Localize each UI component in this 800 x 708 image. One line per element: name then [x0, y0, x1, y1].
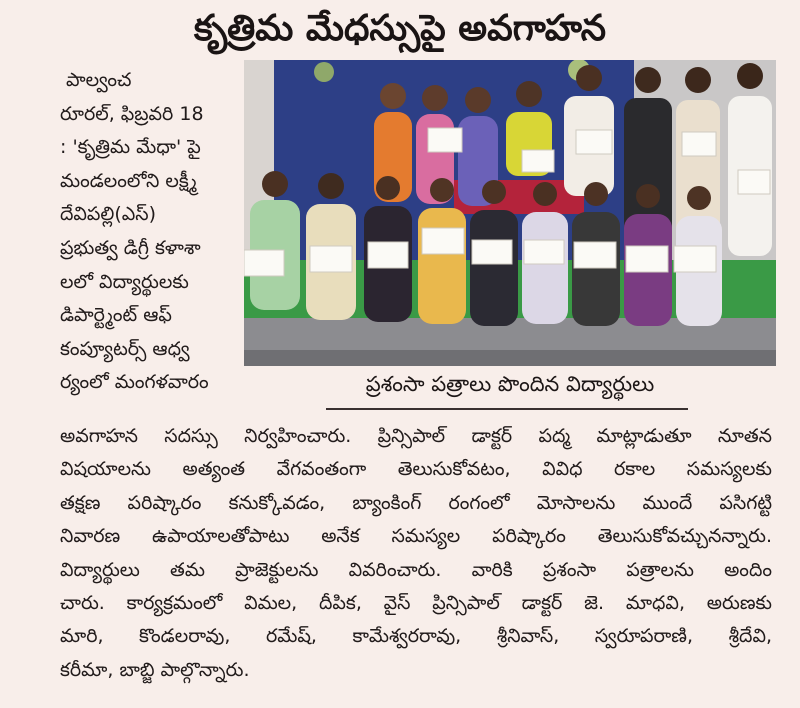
body-line: విషయాలను అత్యంత వేగవంతంగా తెలుసుకోవటం, వివిధ రకాల సమస్యలకు — [60, 458, 772, 481]
intro-line: డిపార్ట్మెంట్ ఆఫ్ — [60, 304, 172, 327]
intro-line: ర్యంలో మంగళవారం — [60, 371, 209, 394]
article-body — [60, 420, 772, 687]
body-line: విద్యార్థులు తమ ప్రాజెక్టులను వివరించారు. వారికి ప్రశంసా పత్రాలను అందిం — [60, 558, 772, 581]
body-line: అవగాహన సదస్సు నిర్వహించారు. ప్రిన్సిపాల్ డాక్టర్ పద్మ మాట్లాడుతూ నూతన — [60, 425, 772, 447]
intro-line: దేవిపల్లి(ఎస్) — [60, 203, 157, 226]
intro-line: పాల్వంచ — [66, 69, 132, 91]
body-line: తక్షణ పరిష్కారం కనుక్కోవడం, బ్యాంకింగ్ రంగంలో మోసాలను ముందే పసిగట్టి — [60, 491, 772, 514]
photo-caption: ప్రశంసా పత్రాలు పొందిన విద్యార్థులు — [365, 372, 655, 396]
body-line: కరీమా, బాబ్జి పాల్గొన్నారు. — [60, 658, 250, 681]
caption-underline — [326, 408, 688, 410]
body-line: మారి, కొండలరావు, రమేష్, కామేశ్వరరావు, శ్రీనివాస్, స్వరూపరాణి, శ్రీదేవి, — [60, 625, 772, 648]
intro-line: ప్రభుత్వ డిగ్రీ కళాశా — [60, 236, 201, 259]
intro-line: కంప్యూటర్స్ ఆధ్వ — [60, 337, 190, 360]
group-photo — [244, 60, 776, 366]
intro-line: రూరల్, ఫిబ్రవరి 18 — [60, 102, 204, 125]
intro-line: : 'కృత్రిమ మేధా' పై — [60, 136, 201, 159]
intro-line: మండలంలోని లక్ష్మీ — [60, 169, 197, 192]
intro-line: లలో విద్యార్థులకు — [60, 270, 189, 293]
intro-column — [60, 64, 250, 400]
body-line: చారు. కార్యక్రమంలో విమల, దీపిక, వైస్ ప్రిన్సిపాల్ డాక్టర్ జె. మాధవి, అరుణకు — [60, 592, 772, 615]
headline: కృత్రిమ మేధస్సుపై అవగాహన — [193, 8, 607, 49]
body-line: నివారణ ఉపాయాలతోపాటు అనేక సమస్యల పరిష్కారం తెలుసుకోవచ్చునన్నారు. — [60, 525, 772, 548]
article-photo — [244, 60, 776, 366]
